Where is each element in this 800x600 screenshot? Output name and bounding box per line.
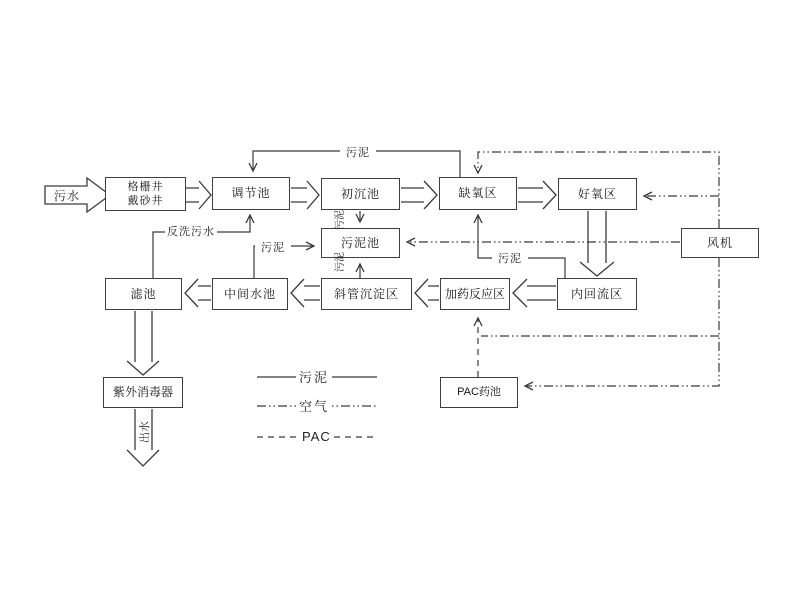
effluent-out-label: 出水 [139,421,151,443]
node-primary-sedimentation-tank: 初沉池 [321,178,400,210]
flow-arrow-filter-to-uv [127,311,159,375]
node-filter-tank: 滤池 [105,278,182,310]
legend-label-sludge: 污泥 [296,369,332,384]
flow-arrow-grit-to-regulating [186,181,211,209]
sludge-label-primary: 污泥 [334,210,346,230]
node-intermediate-tank: 中间水池 [212,278,288,310]
sludge-label-inclined: 污泥 [334,252,346,272]
flow-arrow-dosing-to-inclined [415,279,439,307]
sludge-label-top: 污泥 [340,145,376,158]
node-aerobic-zone: 好氧区 [558,178,637,210]
sewage-in-label: 污水 [53,188,80,203]
node-internal-reflux-zone: 内回流区 [557,278,637,310]
sludge-label-reflux: 污泥 [492,251,528,264]
flow-arrow-inclined-to-intermediate [291,279,320,307]
flow-arrow-reflux-to-dosing [513,279,556,307]
node-pac-tank: PAC药池 [440,377,518,408]
flow-arrow-intermediate-to-filter [185,279,211,307]
sludge-label-intermediate: 污泥 [255,240,291,253]
node-uv-disinfector: 紫外消毒器 [103,377,183,408]
flow-arrow-regulating-to-primary [291,181,319,209]
node-anoxic-zone: 缺氧区 [439,177,517,210]
flow-arrow-anoxic-to-aerobic [518,181,556,209]
node-blower: 风机 [681,228,759,258]
node-inclined-tube-settling-zone: 斜管沉淀区 [321,278,412,310]
node-dosing-reaction-zone: 加药反应区 [440,278,510,310]
sludge-line-reflux-to-anoxic [478,215,565,278]
node-sludge-tank: 污泥池 [321,228,400,258]
flow-arrows [45,178,614,466]
legend-label-air: 空气 [296,398,332,413]
legend-label-pac: PAC [299,429,334,444]
node-regulating-tank: 调节池 [212,177,290,210]
flow-arrow-aerobic-to-reflux [580,211,614,276]
node-grit-well [105,177,186,211]
flow-arrow-primary-to-anoxic [401,181,437,209]
grit-well-line2: 戴砂井 [127,195,164,207]
grit-well-line1: 格栅井 [127,180,164,193]
backwash-water-label: 反洗污水 [167,225,215,238]
